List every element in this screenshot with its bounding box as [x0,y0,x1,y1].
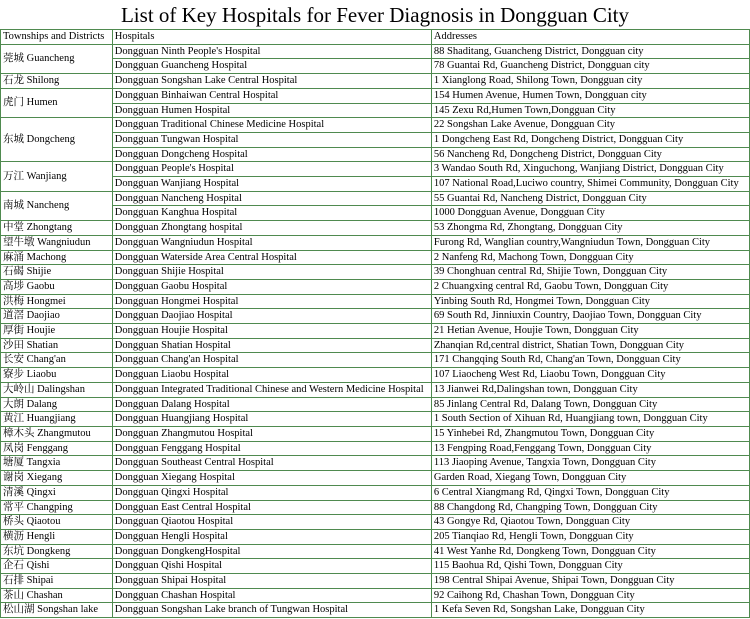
table-row [1,147,750,162]
district-cell: 道滘 Daojiao [1,309,113,324]
column-header-addresses: Addresses [431,30,749,45]
address-cell: 154 Humen Avenue, Humen Town, Dongguan city [431,88,749,103]
hospital-cell: Dongguan Qishi Hospital [112,559,431,574]
address-cell: 69 South Rd, Jinniuxin Country, Daojiao Town, Dongguan City [431,309,749,324]
district-cell: 清溪 Qingxi [1,485,113,500]
table-row [1,250,750,265]
district-cell: 樟木头 Zhangmutou [1,426,113,441]
address-cell: 115 Baohua Rd, Qishi Town, Dongguan City [431,559,749,574]
table-row [1,574,750,589]
table-row [1,59,750,74]
hospital-cell: Dongguan DongkengHospital [112,544,431,559]
address-cell: 15 Yinhebei Rd, Zhangmutou Town, Dongguan City [431,426,749,441]
address-cell: 198 Central Shipai Avenue, Shipai Town, Dongguan City [431,574,749,589]
table-row [1,279,750,294]
page-title: List of Key Hospitals for Fever Diagnosis in Dongguan City [120,3,630,27]
address-cell: 43 Gongye Rd, Qiaotou Town, Dongguan City [431,515,749,530]
table-body [1,44,750,617]
hospital-cell: Dongguan Hongmei Hospital [112,294,431,309]
address-cell: 1 Xianglong Road, Shilong Town, Dongguan city [431,74,749,89]
table-row [1,603,750,618]
address-cell: 13 Fengping Road,Fenggang Town, Dongguan City [431,441,749,456]
hospital-cell: Dongguan Nancheng Hospital [112,191,431,206]
address-cell: 22 Songshan Lake Avenue, Dongguan City [431,118,749,133]
table-row [1,309,750,324]
address-cell: 107 Liaocheng West Rd, Liaobu Town, Dongguan City [431,368,749,383]
table-row [1,559,750,574]
hospital-cell: Dongguan Songshan Lake Central Hospital [112,74,431,89]
table-row [1,177,750,192]
district-cell: 常平 Changping [1,500,113,515]
hospital-cell: Dongguan Kanghua Hospital [112,206,431,221]
district-cell: 塘厦 Tangxia [1,456,113,471]
hospital-cell: Dongguan Zhangmutou Hospital [112,426,431,441]
district-cell: 厚街 Houjie [1,324,113,339]
hospital-cell: Dongguan Songshan Lake branch of Tungwan Hospital [112,603,431,618]
hospital-cell: Dongguan Qiaotou Hospital [112,515,431,530]
address-cell: 41 West Yanhe Rd, Dongkeng Town, Dongguan City [431,544,749,559]
table-row [1,191,750,206]
hospital-cell: Dongguan Chashan Hospital [112,588,431,603]
hospital-cell: Dongguan Zhongtang hospital [112,221,431,236]
address-cell: 2 Chuangxing central Rd, Gaobu Town, Dongguan City [431,279,749,294]
hospital-cell: Dongguan People's Hospital [112,162,431,177]
table-row [1,397,750,412]
hospital-cell: Dongguan Humen Hospital [112,103,431,118]
hospital-cell: Dongguan Huangjiang Hospital [112,412,431,427]
address-cell: 171 Changqing South Rd, Chang'an Town, Dongguan City [431,353,749,368]
district-cell: 沙田 Shatian [1,338,113,353]
hospital-cell: Dongguan Southeast Central Hospital [112,456,431,471]
district-cell: 东城 Dongcheng [1,118,113,162]
hospital-cell: Dongguan Wanjiang Hospital [112,177,431,192]
table-row [1,588,750,603]
address-cell: 88 Changdong Rd, Changping Town, Dongguan City [431,500,749,515]
address-cell: 145 Zexu Rd,Humen Town,Dongguan City [431,103,749,118]
address-cell: 1 Dongcheng East Rd, Dongcheng District, Dongguan City [431,132,749,147]
table-row [1,235,750,250]
address-cell: 13 Jianwei Rd,Dalingshan town, Dongguan City [431,382,749,397]
hospital-cell: Dongguan Binhaiwan Central Hospital [112,88,431,103]
table-row [1,441,750,456]
hospital-cell: Dongguan Liaobu Hospital [112,368,431,383]
address-cell: 53 Zhongma Rd, Zhongtang, Dongguan City [431,221,749,236]
address-cell: Furong Rd, Wanglian country,Wangniudun Town, Dongguan City [431,235,749,250]
address-cell: 88 Shaditang, Guancheng District, Dongguan city [431,44,749,59]
hospital-cell: Dongguan Chang'an Hospital [112,353,431,368]
table-header-row [1,30,750,45]
table-row [1,88,750,103]
column-header-hospitals: Hospitals [112,30,431,45]
district-cell: 横沥 Hengli [1,529,113,544]
district-cell: 长安 Chang'an [1,353,113,368]
hospital-cell: Dongguan Ninth People's Hospital [112,44,431,59]
hospital-cell: Dongguan Traditional Chinese Medicine Hospital [112,118,431,133]
hospital-cell: Dongguan Wangniudun Hospital [112,235,431,250]
district-cell: 南城 Nancheng [1,191,113,220]
hospital-cell: Dongguan Dongcheng Hospital [112,147,431,162]
table-row [1,485,750,500]
table-row [1,368,750,383]
address-cell: 6 Central Xiangmang Rd, Qingxi Town, Dongguan City [431,485,749,500]
address-cell: 39 Chonghuan central Rd, Shijie Town, Dongguan City [431,265,749,280]
district-cell: 桥头 Qiaotou [1,515,113,530]
district-cell: 寮步 Liaobu [1,368,113,383]
table-row [1,500,750,515]
hospital-cell: Dongguan Waterside Area Central Hospital [112,250,431,265]
address-cell: 85 Jinlang Central Rd, Dalang Town, Dongguan City [431,397,749,412]
table-row [1,515,750,530]
table-row [1,206,750,221]
district-cell: 松山湖 Songshan lake [1,603,113,618]
address-cell: 78 Guantai Rd, Guancheng District, Dongguan city [431,59,749,74]
address-cell: 1000 Dongguan Avenue, Dongguan City [431,206,749,221]
district-cell: 洪梅 Hongmei [1,294,113,309]
table-row [1,544,750,559]
table-row [1,265,750,280]
hospital-cell: Dongguan Houjie Hospital [112,324,431,339]
hospital-cell: Dongguan Guancheng Hospital [112,59,431,74]
hospital-cell: Dongguan Shijie Hospital [112,265,431,280]
address-cell: 1 South Section of Xihuan Rd, Huangjiang town, Dongguan City [431,412,749,427]
table-row [1,132,750,147]
hospital-cell: Dongguan Tungwan Hospital [112,132,431,147]
hospital-cell: Dongguan Dalang Hospital [112,397,431,412]
district-cell: 高埗 Gaobu [1,279,113,294]
district-cell: 大朗 Dalang [1,397,113,412]
district-cell: 东坑 Dongkeng [1,544,113,559]
district-cell: 石龙 Shilong [1,74,113,89]
table-row [1,103,750,118]
table-row [1,382,750,397]
hospital-cell: Dongguan East Central Hospital [112,500,431,515]
table-row [1,118,750,133]
table-row [1,456,750,471]
district-cell: 虎门 Humen [1,88,113,117]
hospital-cell: Dongguan Qingxi Hospital [112,485,431,500]
district-cell: 麻涌 Machong [1,250,113,265]
address-cell: Garden Road, Xiegang Town, Dongguan City [431,471,749,486]
district-cell: 石排 Shipai [1,574,113,589]
hospital-cell: Dongguan Gaobu Hospital [112,279,431,294]
district-cell: 石碣 Shijie [1,265,113,280]
address-cell: 107 National Road,Luciwo country, Shimei Community, Dongguan City [431,177,749,192]
table-row [1,471,750,486]
hospital-cell: Dongguan Fenggang Hospital [112,441,431,456]
table-row [1,412,750,427]
hospital-cell: Dongguan Shatian Hospital [112,338,431,353]
address-cell: 2 Nanfeng Rd, Machong Town, Dongguan City [431,250,749,265]
hospital-cell: Dongguan Hengli Hospital [112,529,431,544]
address-cell: 1 Kefa Seven Rd, Songshan Lake, Dongguan City [431,603,749,618]
district-cell: 万江 Wanjiang [1,162,113,191]
address-cell: Yinbing South Rd, Hongmei Town, Dongguan City [431,294,749,309]
district-cell: 谢岗 Xiegang [1,471,113,486]
table-row [1,529,750,544]
table-row [1,338,750,353]
table-row [1,426,750,441]
address-cell: 205 Tianqiao Rd, Hengli Town, Dongguan City [431,529,749,544]
district-cell: 中堂 Zhongtang [1,221,113,236]
address-cell: Zhanqian Rd,central district, Shatian Town, Dongguan City [431,338,749,353]
district-cell: 莞城 Guancheng [1,44,113,73]
address-cell: 113 Jiaoping Avenue, Tangxia Town, Dongguan City [431,456,749,471]
table-row [1,324,750,339]
column-header-districts: Townships and Districts [1,30,113,45]
hospital-cell: Dongguan Xiegang Hospital [112,471,431,486]
address-cell: 92 Caihong Rd, Chashan Town, Dongguan City [431,588,749,603]
table-row [1,44,750,59]
address-cell: 55 Guantai Rd, Nancheng District, Dongguan City [431,191,749,206]
district-cell: 企石 Qishi [1,559,113,574]
table-row [1,294,750,309]
address-cell: 56 Nancheng Rd, Dongcheng District, Dongguan City [431,147,749,162]
table-row [1,353,750,368]
district-cell: 黄江 Huangjiang [1,412,113,427]
hospital-cell: Dongguan Daojiao Hospital [112,309,431,324]
address-cell: 3 Wandao South Rd, Xinguchong, Wanjiang District, Dongguan City [431,162,749,177]
table-row [1,162,750,177]
table-row [1,74,750,89]
district-cell: 凤岗 Fenggang [1,441,113,456]
address-cell: 21 Hetian Avenue, Houjie Town, Dongguan City [431,324,749,339]
hospital-cell: Dongguan Shipai Hospital [112,574,431,589]
district-cell: 大岭山 Dalingshan [1,382,113,397]
hospital-cell: Dongguan Integrated Traditional Chinese and Western Medicine Hospital [112,382,431,397]
hospital-table [0,29,750,618]
table-row [1,221,750,236]
district-cell: 望牛墩 Wangniudun [1,235,113,250]
district-cell: 茶山 Chashan [1,588,113,603]
